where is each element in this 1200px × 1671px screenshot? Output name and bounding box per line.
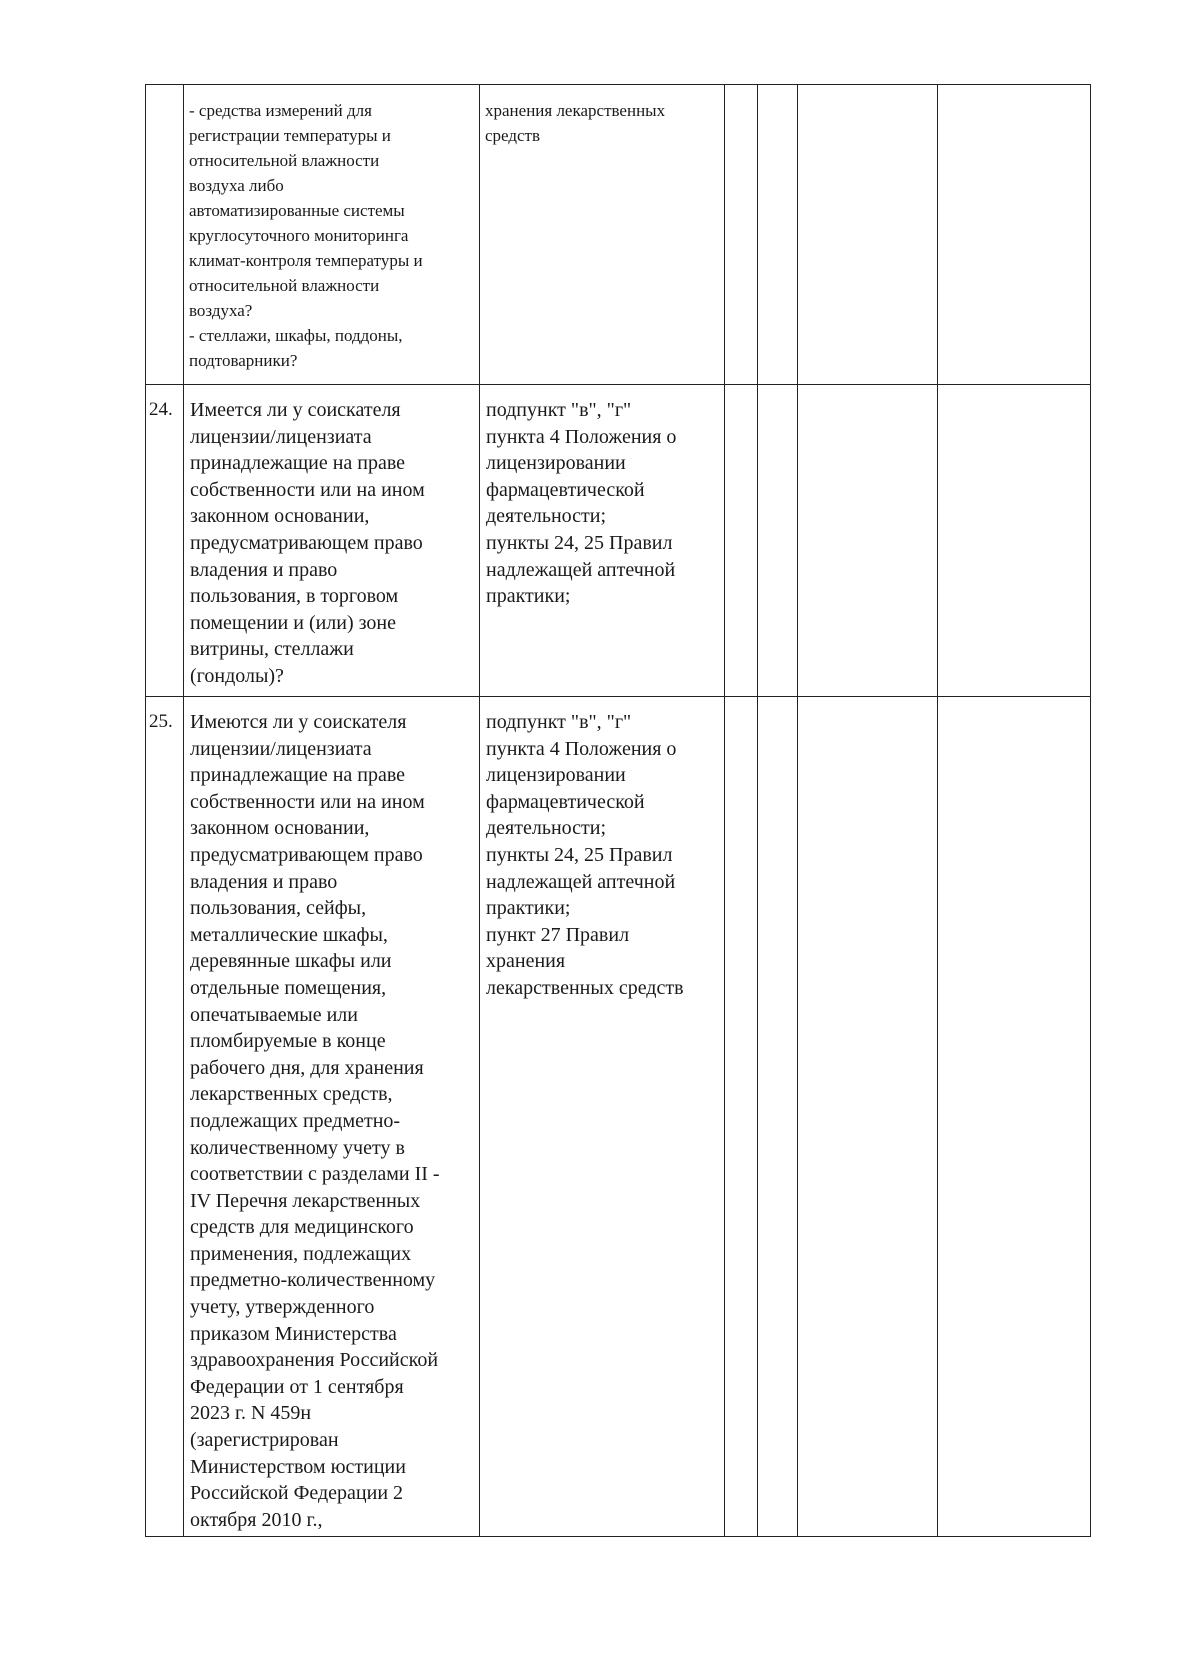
row-number: 25.: [146, 697, 184, 1537]
table-row: [146, 85, 1091, 385]
answer-no-cell: [758, 385, 798, 697]
answer-yes-cell: [725, 385, 758, 697]
answer-no-cell: [758, 697, 798, 1537]
table-row: [146, 385, 1091, 697]
not-applicable-cell: [798, 385, 938, 697]
answer-yes-cell: [725, 697, 758, 1537]
question-cell: Имеются ли у соискателя лицензии/лицензиата принадлежащие на праве собственности или на ином законном основании, предусматривающем право владения и право пользования, сейфы, металлические шкафы, деревянные шкафы или отдельные помещения, опечатываемые или пломбируемые в конце рабочего дня, для хранения лекарственных средств, подлежащих предметно- количественному учету в соответствии с разделами II - IV Перечня лекарственных средств для медицинского применения, подлежащих предметно-количественному учету, утвержденного приказом Министерства здравоохранения Российской Федерации от 1 сентября 2023 г. N 459н (зарегистрирован Министерством юстиции Российской Федерации 2 октября 2010 г.,: [184, 697, 480, 1537]
question-cell: - средства измерений для регистрации температуры и относительной влажности воздуха либо автоматизированные системы круглосуточного мониторинга климат-контроля температуры и относительной влажности воздуха? - стеллажи, шкафы, поддоны, подтоварники?: [184, 85, 480, 385]
not-applicable-cell: [798, 85, 938, 385]
row-number: 24.: [146, 385, 184, 697]
answer-yes-cell: [725, 85, 758, 385]
table-row: [146, 697, 1091, 1537]
question-cell: Имеется ли у соискателя лицензии/лицензиата принадлежащие на праве собственности или на ином законном основании, предусматривающем право владения и право пользования, в торговом помещении и (или) зоне витрины, стеллажи (гондолы)?: [184, 385, 480, 697]
answer-no-cell: [758, 85, 798, 385]
reference-cell: хранения лекарственных средств: [480, 85, 725, 385]
notes-cell: [938, 85, 1091, 385]
reference-cell: подпункт "в", "г" пункта 4 Положения о лицензировании фармацевтической деятельности; пункты 24, 25 Правил надлежащей аптечной практики; пункт 27 Правил хранения лекарственных средств: [480, 697, 725, 1537]
row-number: [146, 85, 184, 385]
not-applicable-cell: [798, 697, 938, 1537]
notes-cell: [938, 697, 1091, 1537]
notes-cell: [938, 385, 1091, 697]
reference-cell: подпункт "в", "г" пункта 4 Положения о лицензировании фармацевтической деятельности; пункты 24, 25 Правил надлежащей аптечной практики;: [480, 385, 725, 697]
checklist-table: [145, 84, 1091, 1537]
